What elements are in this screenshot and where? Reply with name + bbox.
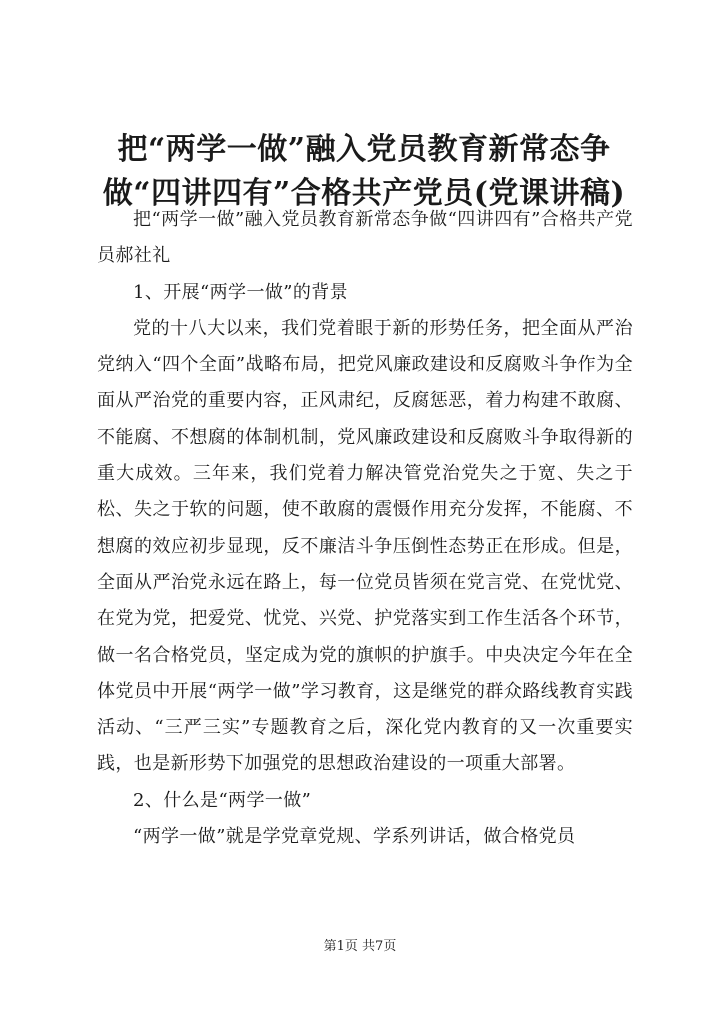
section-heading-1: 1、开展“两学一做”的背景: [133, 281, 349, 303]
section-heading-2: 2、什么是“两学一做”: [133, 789, 312, 811]
page-number-footer: 第1页 共7页: [323, 939, 397, 954]
document-title: 把“两学一做”融入党员教育新常态争做“四讲四有”合格共产党员(党课讲稿): [102, 132, 626, 211]
body-paragraph-1: 党的十八大以来，我们党着眼于新的形势任务，把全面从严治党纳入“四个全面”战略布局，把党风廉政建设和反腐败斗争作为全面从严治党的重要内容，正风肃纪，反腐惩恶，着力构建不敢腐、不能腐、不想腐的体制机制，党风廉政建设和反腐败斗争取得新的重大成效。三年来，我们党着力解决管党治党失之于宽、失之于松、失之于软的问题，使不敢腐的震慑作用充分发挥，不能腐、不想腐的效应初步显现，反不廉洁斗争压倒性态势正在形成。但是，全面从严治党永远在路上，每一位党员皆须在党言党、在党忧党、在党为党，把爱党、忧党、兴党、护党落实到工作生活各个环节，做一名合格党员，坚定成为党的旗帜的护旗手。中央决定今年在全体党员中开展“两学一做”学习教育，这是继党的群众路线教育实践活动、“三严三实”专题教育之后，深化党内教育的又一次重要实践，也是新形势下加强党的思想政治建设的一项重大部署。: [97, 317, 633, 775]
subtitle-paragraph: 把“两学一做”融入党员教育新常态争做“四讲四有”合格共产党员郝社礼: [97, 209, 633, 267]
document-body: [97, 202, 633, 855]
body-paragraph-2: “两学一做”就是学党章党规、学系列讲话，做合格党员: [133, 826, 576, 848]
